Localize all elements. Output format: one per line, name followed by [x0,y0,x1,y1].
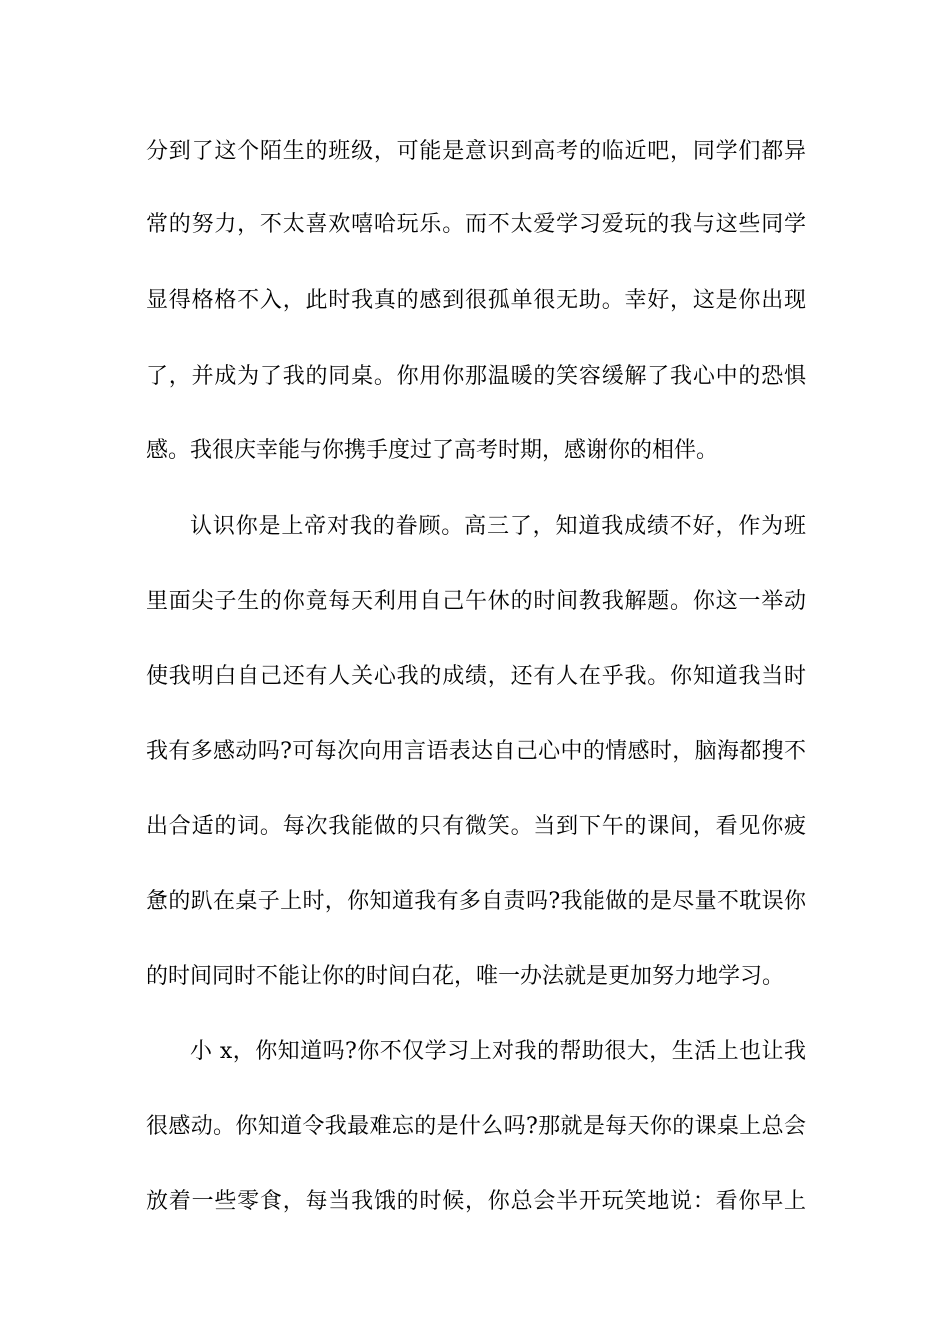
text-line: 认识你是上帝对我的眷顾。高三了，知道我成绩不好，作为班 [190,514,806,539]
text-line: 常的努力，不太喜欢嘻哈玩乐。而不太爱学习爱玩的我与这些同学 [146,212,806,237]
text-line: 了，并成为了我的同桌。你用你那温暖的笑容缓解了我心中的恐惧 [146,364,806,389]
text-line: 感。我很庆幸能与你携手度过了高考时期，感谢你的相伴。 [146,438,719,463]
text-line: 放着一些零食，每当我饿的时候，你总会半开玩笑地说：看你早上 [146,1189,806,1214]
text-line: 我有多感动吗?可每次向用言语表达自己心中的情感时，脑海都搜不 [146,739,806,764]
text-line: 显得格格不入，此时我真的感到很孤单很无助。幸好，这是你出现 [146,288,806,313]
text-line: 的时间同时不能让你的时间白花，唯一办法就是更加努力地学习。 [146,964,785,989]
text-line: 惫的趴在桌子上时，你知道我有多自责吗?我能做的是尽量不耽误你 [146,889,806,914]
text-line: 很感动。你知道令我最难忘的是什么吗?那就是每天你的课桌上总会 [146,1114,806,1139]
text-line: 分到了这个陌生的班级，可能是意识到高考的临近吧，同学们都异 [146,139,806,164]
text-line: 使我明白自己还有人关心我的成绩，还有人在乎我。你知道我当时 [146,664,806,689]
text-line: 出合适的词。每次我能做的只有微笑。当到下午的课间，看见你疲 [146,814,806,839]
text-line: 里面尖子生的你竟每天利用自己午休的时间教我解题。你这一举动 [146,589,806,614]
text-line: 小 x，你知道吗?你不仅学习上对我的帮助很大，生活上也让我 [190,1039,806,1064]
